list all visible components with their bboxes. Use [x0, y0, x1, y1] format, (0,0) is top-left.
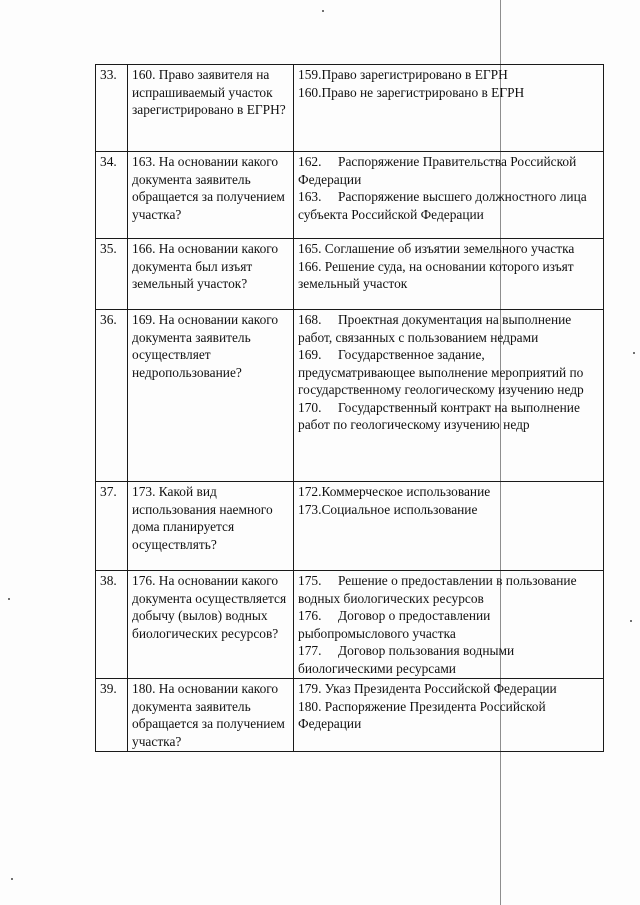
- answer-option: [298, 188, 600, 223]
- answer-number: 166.: [298, 258, 322, 274]
- answer-text: Право не зарегистрировано в ЕГРН: [321, 84, 525, 100]
- scan-speck: [630, 620, 632, 622]
- answer-text: Государственное задание, предусматривающее выполнение мероприятий по государственному геологическому изучению недр: [298, 347, 584, 397]
- answer-text: Социальное использование: [321, 501, 478, 517]
- answer-number: 162.: [298, 154, 322, 169]
- scan-speck: [8, 598, 10, 600]
- table-row: [96, 239, 604, 310]
- answer-option: [298, 680, 600, 698]
- table-row: [96, 65, 604, 152]
- table-row: [96, 482, 604, 571]
- answer-number: 173.: [298, 501, 322, 517]
- answer-text: Коммерческое использование: [321, 484, 491, 499]
- answer-option: [298, 698, 600, 733]
- answer-number: 180.: [298, 698, 322, 714]
- row-number: 36.: [96, 310, 128, 482]
- answer-number: 163.: [298, 189, 322, 204]
- answer-option: [298, 501, 600, 519]
- answer-text: Распоряжение высшего должностного лица субъекта Российской Федерации: [298, 189, 587, 222]
- answer-text: Государственный контракт на выполнение работ по геологическому изучению недр: [298, 399, 580, 432]
- answer-number: 172.: [298, 484, 322, 499]
- question-cell: 180. На основании какого документа заявитель обращается за получением участка?: [128, 679, 294, 752]
- answer-text: Договор пользования водными биологическими ресурсами: [298, 643, 515, 676]
- answer-text: Распоряжение Президента Российской Федерации: [298, 698, 546, 731]
- answer-option: [298, 572, 600, 607]
- answers-cell: [294, 65, 604, 152]
- answers-cell: [294, 239, 604, 310]
- answer-number: 169.: [298, 347, 322, 362]
- answer-text: Указ Президента Российской Федерации: [324, 681, 557, 696]
- question-cell: 173. Какой вид использования наемного дома планируется осуществлять?: [128, 482, 294, 571]
- answer-number: 160.: [298, 84, 322, 100]
- questions-table: [95, 64, 604, 752]
- answer-number: 159.: [298, 67, 322, 82]
- answer-text: Право зарегистрировано в ЕГРН: [321, 67, 508, 82]
- answer-option: [298, 642, 600, 677]
- row-number: 39.: [96, 679, 128, 752]
- answer-option: [298, 607, 600, 642]
- question-cell: 169. На основании какого документа заявитель осуществляет недропользование?: [128, 310, 294, 482]
- scan-speck: [633, 352, 635, 354]
- answer-text: Проектная документация на выполнение работ, связанных с пользованием недрами: [298, 312, 572, 345]
- answer-option: [298, 153, 600, 188]
- answer-option: [298, 311, 600, 346]
- question-cell: 176. На основании какого документа осуществляется добычу (вылов) водных биологических ресурсов?: [128, 571, 294, 679]
- scan-speck: [11, 878, 13, 880]
- answer-number: 176.: [298, 608, 322, 623]
- answer-option: [298, 66, 600, 84]
- answer-option: [298, 258, 600, 293]
- answers-cell: [294, 152, 604, 239]
- row-number: 33.: [96, 65, 128, 152]
- answers-cell: [294, 571, 604, 679]
- row-number: 37.: [96, 482, 128, 571]
- answers-cell: [294, 679, 604, 752]
- answer-option: [298, 240, 600, 258]
- answers-cell: [294, 310, 604, 482]
- question-cell: 160. Право заявителя на испрашиваемый участок зарегистрировано в ЕГРН?: [128, 65, 294, 152]
- answer-option: [298, 483, 600, 501]
- answer-text: Соглашение об изъятии земельного участка: [324, 241, 575, 256]
- answer-number: 179.: [298, 681, 322, 696]
- row-number: 34.: [96, 152, 128, 239]
- answer-number: 168.: [298, 312, 322, 327]
- table-row: [96, 152, 604, 239]
- answer-option: [298, 399, 600, 434]
- answer-text: Распоряжение Правительства Российской Федерации: [298, 154, 577, 187]
- table-row: [96, 571, 604, 679]
- answer-number: 177.: [298, 643, 322, 658]
- answer-text: Решение суда, на основании которого изъят земельный участок: [298, 258, 574, 291]
- question-cell: 166. На основании какого документа был изъят земельный участок?: [128, 239, 294, 310]
- row-number: 38.: [96, 571, 128, 679]
- answer-number: 175.: [298, 573, 322, 588]
- answer-text: Решение о предоставлении в пользование водных биологических ресурсов: [298, 573, 577, 606]
- answer-option: [298, 346, 600, 399]
- scan-speck: [322, 10, 324, 12]
- answers-cell: [294, 482, 604, 571]
- answer-number: 165.: [298, 241, 322, 256]
- row-number: 35.: [96, 239, 128, 310]
- table-row: [96, 679, 604, 752]
- answer-text: Договор о предоставлении рыбопромыслового участка: [298, 608, 491, 641]
- answer-option: [298, 84, 600, 102]
- table-row: [96, 310, 604, 482]
- answer-number: 170.: [298, 399, 322, 415]
- question-cell: 163. На основании какого документа заявитель обращается за получением участка?: [128, 152, 294, 239]
